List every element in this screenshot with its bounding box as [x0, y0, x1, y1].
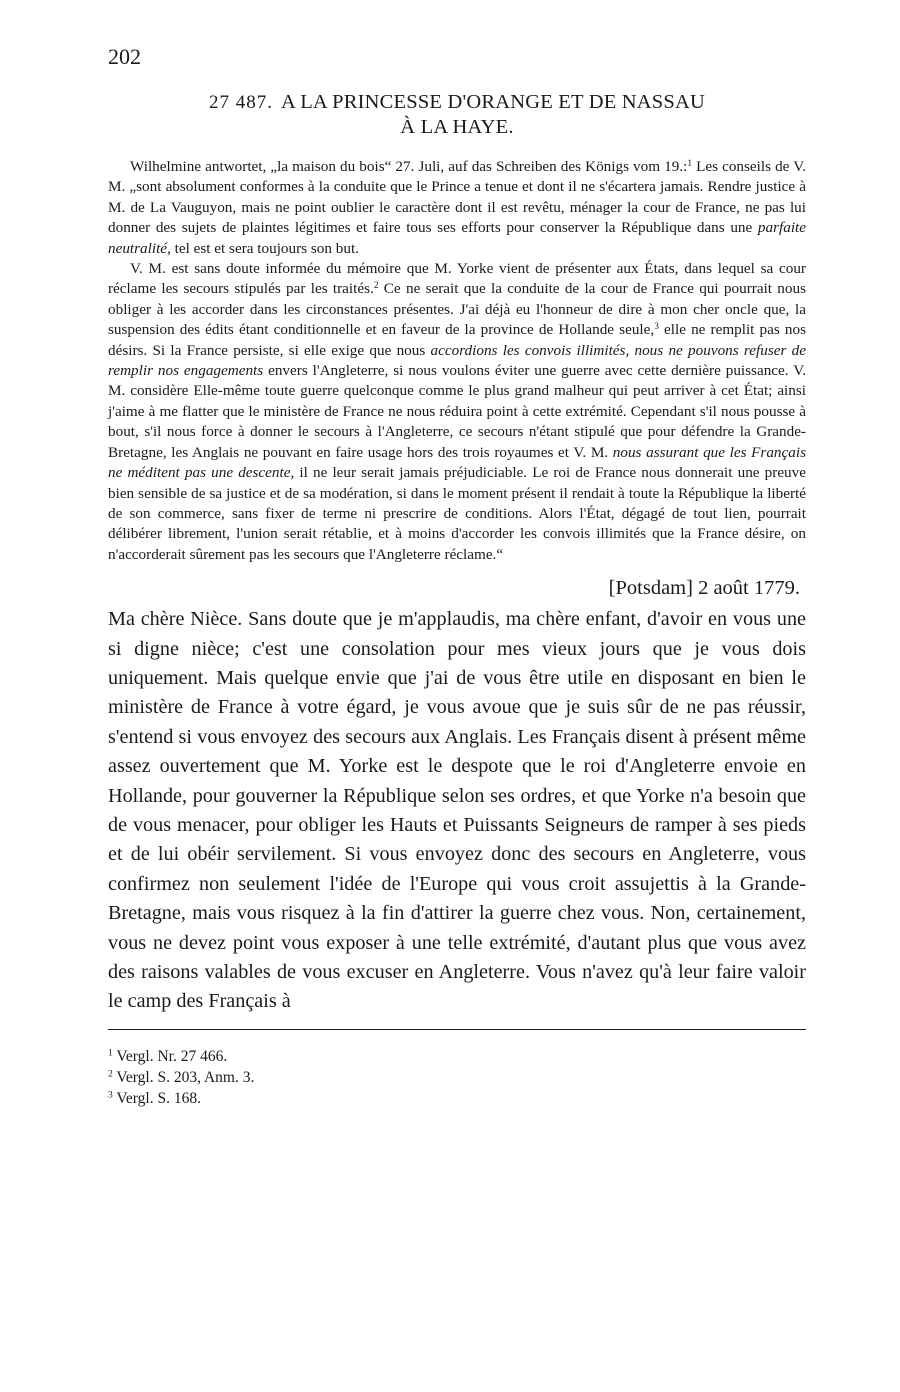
page-number: 202 — [108, 44, 141, 69]
footnote-text: Vergl. S. 168. — [116, 1089, 201, 1107]
heading-title: A LA PRINCESSE D'ORANGE ET DE NASSAU — [281, 91, 705, 113]
book-page — [108, 44, 806, 1109]
summary-paragraph — [108, 259, 806, 565]
summary-text: V. M. est sans doute informée du mémoire que M. Yorke vient de présenter aux États, dans lequel sa cour réclame les secours stipulés par les traités. — [108, 260, 806, 298]
summary-text: elle ne remplit pas nos désirs. Si la France persiste, si elle exige que nous — [108, 321, 806, 359]
footnote — [108, 1088, 806, 1109]
footnote-divider — [108, 1029, 806, 1030]
summary-text: Ce ne serait que la conduite de la cour de France qui pourrait nous obliger à les accorder dans les circonstances présentes. J'ai déjà eu l'honneur de dire à mon cher oncle que, la suspension des édits étant conditionnelle et en faveur de la province de Hollande seule, — [108, 280, 806, 339]
summary-paragraph — [108, 157, 806, 259]
letter-paragraph: Ma chère Nièce. Sans doute que je m'applaudis, ma chère enfant, d'avoir en vous une si digne nièce; c'est une consolation pour mes vieux jours que je vous dois uniquement. Mais quelque envie que j'ai de vous être utile en disposant en bien le ministère de France à votre égard, je vous avoue que je suis sûr de ne pas réussir, s'entend si vous envoyez des secours aux Anglais. Les Français disent à présent même assez ouvertement que M. Yorke est le despote que le roi d'Angleterre envoie en Hollande, pour gouverner la République selon ses ordres, et que Yorke n'a besoin que de vous menacer, pour obliger les Hauts et Puissants Seigneurs de ramper à ses pieds et de lui obéir servilement. Si vous envoyez donc des secours en Angleterre, vous confirmez non seulement l'idée de l'Europe qui vous croit assujettis à la Grande-Bretagne, mais vous risquez à la fin d'attirer la guerre chez vous. Non, certainement, vous ne devez point vous exposer à une telle extrémité, d'autant plus que vous avez des raisons valables de vous excuser en Angleterre. Vous n'avez qu'à leur faire valoir le camp des Français à — [108, 608, 806, 1013]
footnote-ref: 2 — [373, 281, 379, 292]
summary-italic: nous assurant que les Français ne méditent pas une descente — [108, 443, 806, 482]
summary-block — [108, 157, 806, 565]
summary-text: , il ne leur serait jamais préjudiciable. Le roi de France nous donnerait une preuve bien sensible de sa justice et de sa modération, si dans le moment présent il rendait à toute la République la liberté de son commerce, sans fixer de terme ni prescrire de conditions. Alors l'État, dégagé de tout lien, pourrait délibérer librement, l'union serait rétablie, et à moins d'accorder les convois illimités que la France désire, on n'accorderait sûrement pas les secours que l'Angleterre réclame.“ — [108, 464, 806, 563]
footnote-mark: 1 — [108, 1047, 113, 1059]
heading-line-2: À LA HAYE. — [400, 116, 514, 138]
footnote-ref: 1 — [687, 158, 693, 169]
letter-heading — [108, 90, 806, 139]
summary-text: Les conseils de V. M. „sont absolument conformes à la conduite que le Prince a tenue et dont il ne s'écartera jamais. Rendre justice à M. de La Vauguyon, mais ne point oublier le caractère dont il est revêtu, ménager la cour de France, ne pas lui donner des sujets de plaintes légitimes et faire tous ses efforts pour conserver la République dans une — [108, 158, 806, 237]
summary-text: envers l'Angleterre, si nous voulons éviter une guerre avec cette dernière puissance. V. M. considère Elle-même toute guerre quelconque comme le plus grand malheur qui peut arriver à cet État; ainsi j'aime à me flatter que le ministère de France ne nous réduira point à cette extrémité. Cependant s'il nous pousse à bout, s'il nous force à donner le secours à l'Angleterre, ce secours n'étant stipulé que pour défendre la Grande-Bretagne, les Anglais ne pouvant en faire usage hors des trois royaumes et V. M. — [108, 362, 806, 461]
letter-number: 27 487. — [209, 92, 273, 113]
footnote-mark: 3 — [108, 1089, 113, 1101]
summary-italic: accordions les convois illimités, nous ne pouvons refuser de remplir nos engagements — [108, 341, 806, 380]
dateline: [Potsdam] 2 août 1779. — [608, 577, 800, 600]
summary-text: , tel est et sera toujours son but. — [167, 239, 359, 257]
letter-body — [108, 605, 806, 1017]
footnote-text: Vergl. S. 203, Anm. 3. — [116, 1068, 255, 1086]
heading-line-1 — [108, 90, 806, 115]
summary-italic: parfaite neutralité — [108, 219, 806, 257]
footnote — [108, 1046, 806, 1067]
summary-text: Wilhelmine antwortet, „la maison du bois“ 27. Juli, auf das Schreiben des Königs vom 19.: — [130, 158, 688, 175]
footnote-mark: 2 — [108, 1068, 113, 1080]
footnote-text: Vergl. Nr. 27 466. — [116, 1047, 228, 1065]
footnote-ref: 3 — [654, 322, 659, 333]
footnotes — [108, 1046, 806, 1109]
footnote — [108, 1067, 806, 1088]
